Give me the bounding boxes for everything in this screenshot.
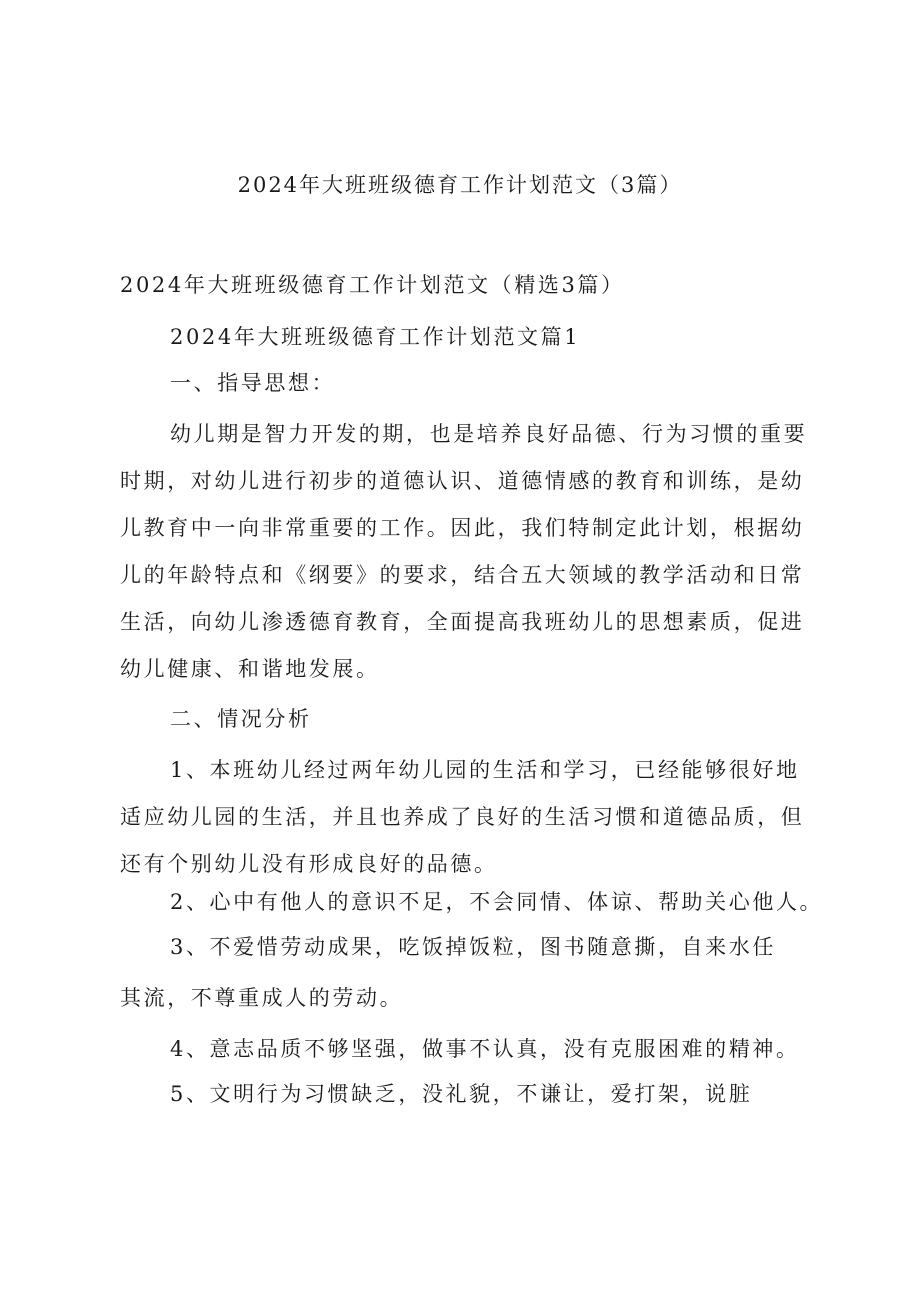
article-heading: 2024年大班班级德育工作计划范文篇1 — [170, 325, 581, 349]
document-subtitle: 2024年大班班级德育工作计划范文（精选3篇） — [120, 273, 625, 297]
list-item-3-line-2: 其流，不尊重成人的劳动。 — [120, 986, 404, 1010]
section-heading-guiding-thought: 一、指导思想： — [170, 371, 336, 395]
list-item-1: 1、本班幼儿经过两年幼儿园的生活和学习，已经能够很好地适应幼儿园的生活，并且也养成了良好的生活习惯和道德品质，但还有个别幼儿没有形成良好的品德。 — [120, 758, 805, 876]
section-heading-situation-analysis: 二、情况分析 — [170, 707, 312, 731]
document-title: 2024年大班班级德育工作计划范文（3篇） — [237, 173, 683, 197]
list-item-3-line-1: 3、不爱惜劳动成果，吃饭掉饭粒，图书随意撕，自来水任 — [170, 935, 776, 959]
list-item-5: 5、文明行为习惯缺乏，没礼貌，不谦让，爱打架，说脏 — [170, 1082, 753, 1106]
list-item-2: 2、心中有他人的意识不足，不会同情、体谅、帮助关心他人。 — [170, 890, 824, 914]
list-item-4: 4、意志品质不够坚强，做事不认真，没有克服困难的精神。 — [170, 1037, 800, 1061]
paragraph-guiding-thought: 幼儿期是智力开发的期，也是培养良好品德、行为习惯的重要时期，对幼儿进行初步的道德认识、道德情感的教育和训练，是幼儿教育中一向非常重要的工作。因此，我们特制定此计划，根据幼儿的年龄特点和《纲要》的要求，结合五大领域的教学活动和日常生活，向幼儿渗透德育教育，全面提高我班幼儿的思想素质，促进幼儿健康、和谐地发展。 — [120, 422, 808, 681]
